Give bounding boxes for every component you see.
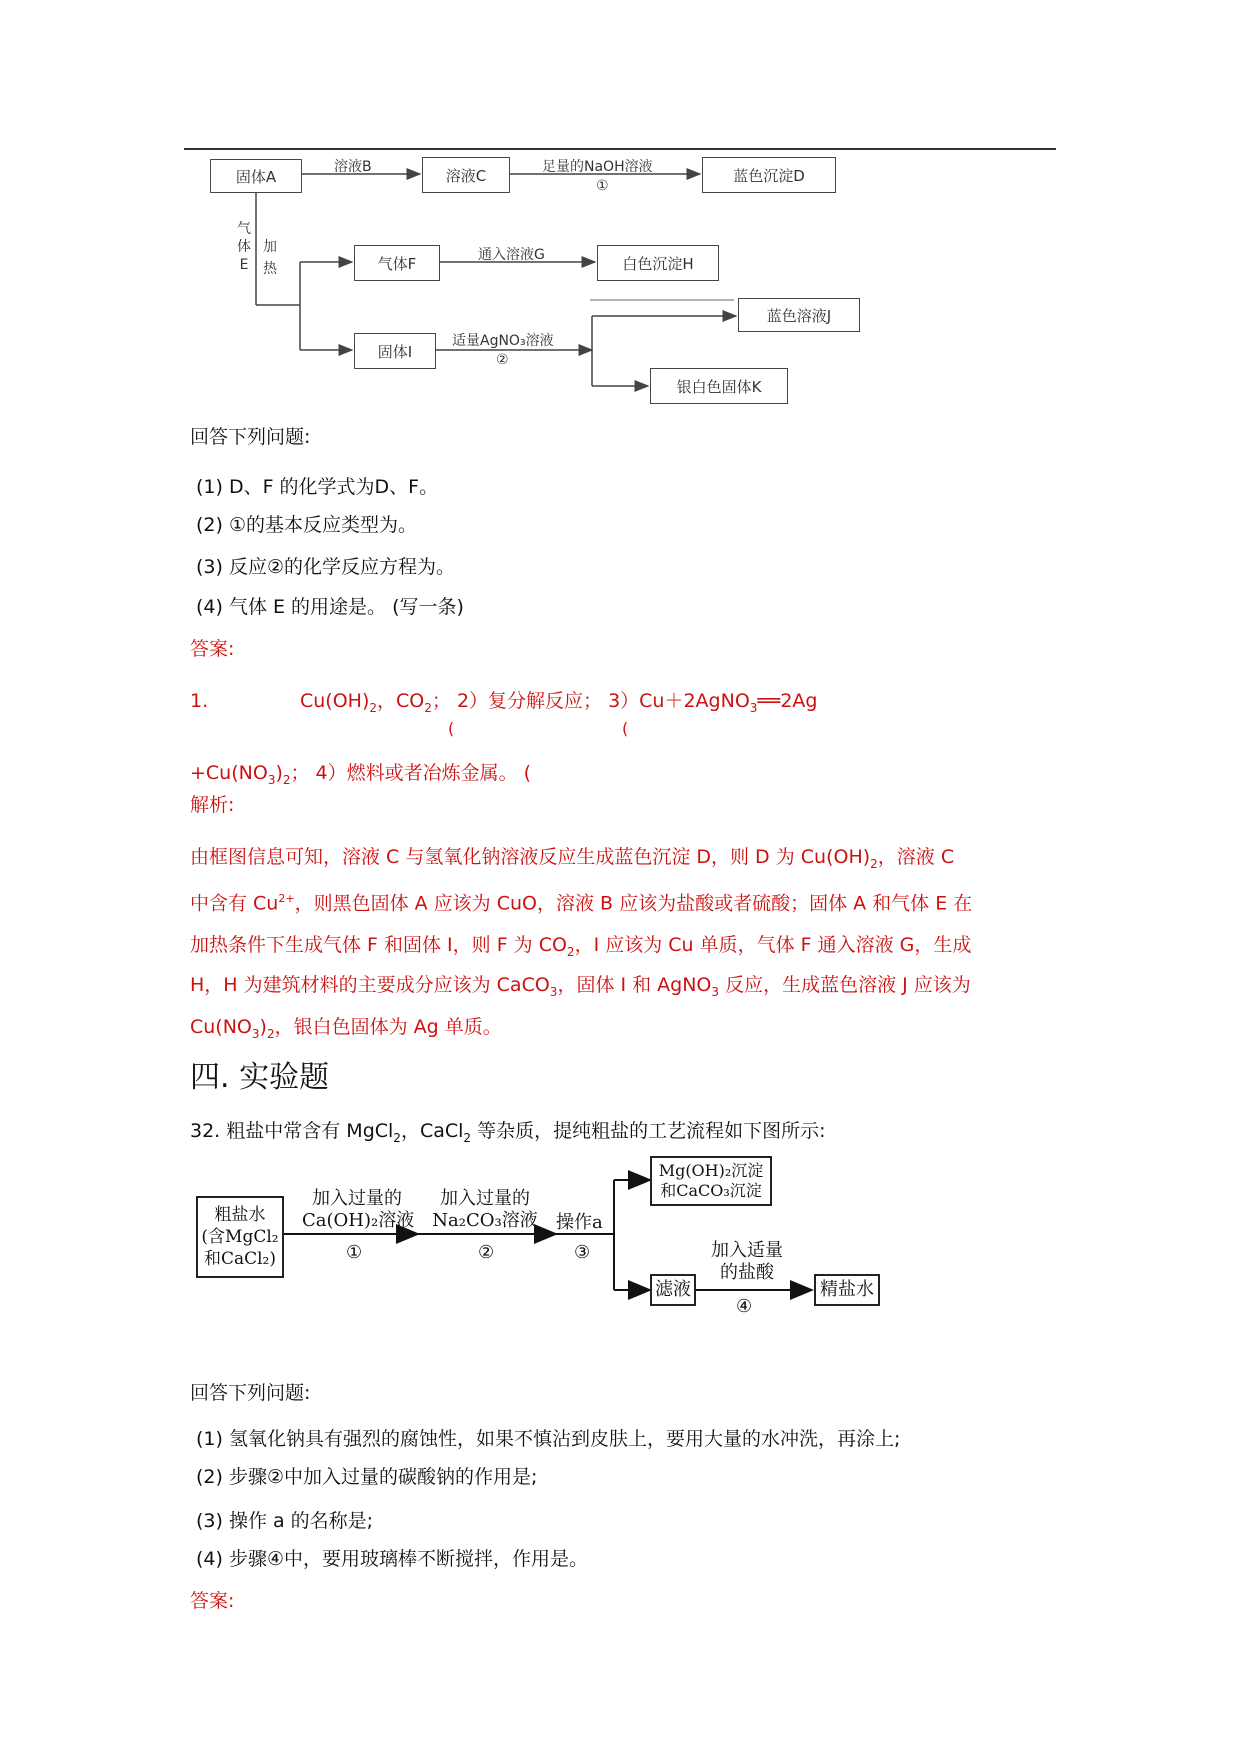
q31-prompt: 回答下列问题: [190,426,311,448]
analysis-line-1: 由框图信息可知，溶液 C 与氢氧化钠溶液反应生成蓝色沉淀 D，则 D 为 $Cu(OH)_2$，溶液 C [190,846,955,871]
edge-label-solution-b: 溶液B [334,159,372,175]
node-crude-brine: 粗盐水 (含MgCl₂ 和CaCl₂) [196,1196,284,1278]
step2-label: 加入过量的 Na₂CO₃溶液 [432,1188,538,1231]
node-white-precip-h: 白色沉淀H [597,245,719,281]
edge-label-gas-e: 气体E [237,221,251,273]
node-refined-brine: 精盐水 [814,1274,880,1306]
q31-answer-line-2: $+Cu(NO_3)_2$； 4）燃料或者冶炼金属。 ( [190,762,532,787]
step3-num: ③ [574,1242,591,1263]
node-solid-a: 固体A [210,159,302,193]
step2-num: ② [478,1242,495,1263]
edge-label-step-1: ① [596,178,609,194]
node-blue-solution-j: 蓝色溶液J [738,298,860,332]
edge-label-step-2: ② [496,352,509,368]
node-solid-i: 固体I [354,333,436,369]
q31-answer-num: 1. [190,690,209,712]
step1-label: 加入过量的 Ca(OH)₂溶液 [302,1188,415,1231]
node-solution-c: 溶液C [422,157,510,193]
step4-label: 加入适量 的盐酸 [711,1240,783,1283]
q32-prompt: 回答下列问题: [190,1382,311,1404]
q32-item-4: (4) 步骤④中，要用玻璃棒不断搅拌，作用是。 [196,1548,588,1570]
analysis-line-4: H，H 为建筑材料的主要成分应该为 CaCO$_3$，固体 I 和 AgNO$_3$ 反应，生成蓝色溶液 J 应该为 [190,974,971,999]
q31-answer-paren-2: ( [622,719,629,738]
node-filtrate: 滤液 [650,1274,696,1306]
q32-item-2: (2) 步骤②中加入过量的碳酸钠的作用是; [196,1466,538,1488]
analysis-line-3: 加热条件下生成气体 F 和固体 I，则 F 为 $CO_2$，I 应该为 Cu 单质，气体 F 通入溶液 G，生成 [190,934,972,959]
node-blue-precip-d: 蓝色沉淀D [702,157,836,193]
q31-item-4: (4) 气体 E 的用途是。 (写一条) [196,596,464,618]
q31-analysis-label: 解析: [190,794,235,816]
q32-item-3: (3) 操作 a 的名称是; [196,1510,374,1532]
edge-label-solution-g: 通入溶液G [478,247,545,263]
q31-item-1: (1) D、F 的化学式为D、F。 [196,476,439,498]
node-silver-solid-k: 银白色固体K [650,368,788,404]
q31-item-2: (2) ①的基本反应类型为。 [196,514,417,536]
q32-stem: 32. 粗盐中常含有 MgCl$_2$，CaCl$_2$ 等杂质，提纯粗盐的工艺流程如下图所示: [190,1120,826,1145]
edge-label-heat: 加热 [263,239,277,277]
q32-answer-label: 答案: [190,1590,235,1612]
analysis-line-2: 中含有 $Cu^{2+}$，则黑色固体 A 应该为 CuO，溶液 B 应该为盐酸或者硫酸；固体 A 和气体 E 在 [190,892,973,915]
q31-answer-label: 答案: [190,638,235,660]
edge-label-naoh: 足量的NaOH溶液 [542,159,653,175]
step1-num: ① [346,1242,363,1263]
node-precipitate: Mg(OH)₂沉淀 和CaCO₃沉淀 [650,1156,772,1206]
q31-item-3: (3) 反应②的化学反应方程为。 [196,556,455,578]
q31-answer-line-1: $Cu(OH)_2$，$CO_2$； 2）复分解反应； 3）Cu＋2AgNO$_3$══2Ag [300,690,818,715]
edge-label-agno3: 适量AgNO₃溶液 [452,333,554,349]
q31-answer-paren-1: ( [448,719,455,738]
node-gas-f: 气体F [354,245,440,281]
operation-a: 操作a [556,1212,603,1233]
q32-item-1: (1) 氢氧化钠具有强烈的腐蚀性，如果不慎沾到皮肤上，要用大量的水冲洗，再涂上; [196,1428,901,1450]
analysis-line-5: $Cu(NO_3)_2$，银白色固体为 Ag 单质。 [190,1016,502,1041]
section-title: 四. 实验题 [190,1060,330,1095]
step4-num: ④ [736,1296,753,1317]
